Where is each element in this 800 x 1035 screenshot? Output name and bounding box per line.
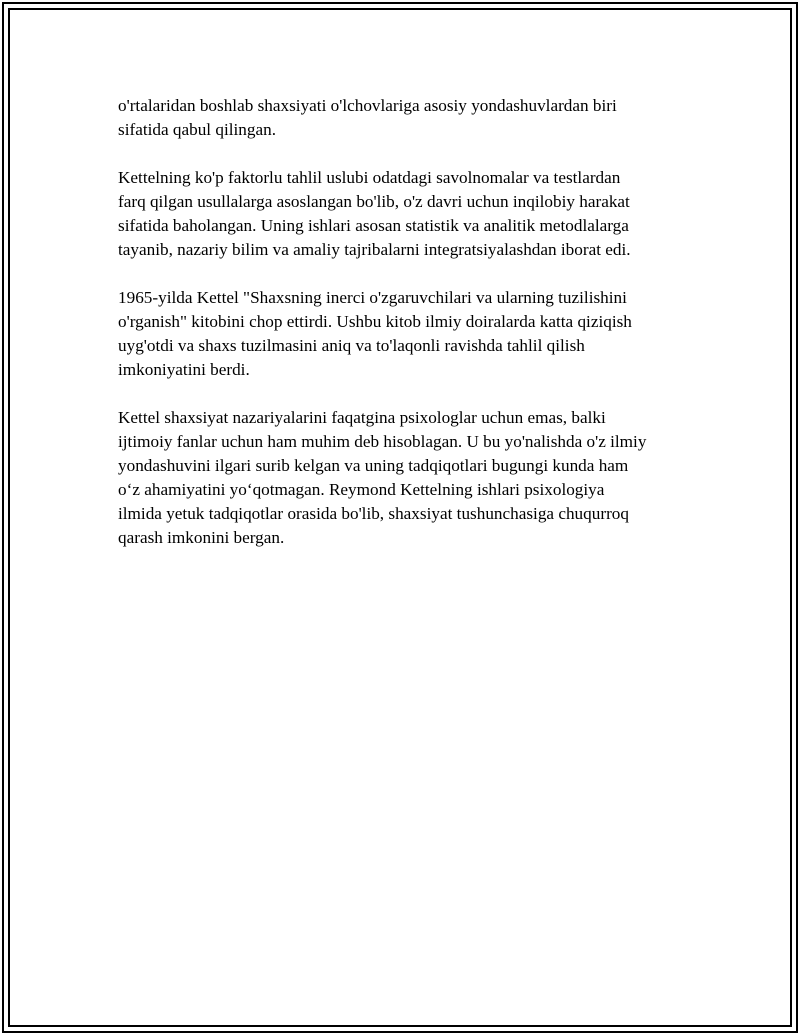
text-line: imkoniyatini berdi. bbox=[118, 360, 250, 379]
paragraph-1 bbox=[118, 94, 688, 142]
text-line: Kettel shaxsiyat nazariyalarini faqatgina psixologlar uchun emas, balki bbox=[118, 408, 606, 427]
text-line: Kettelning ko'p faktorlu tahlil uslubi odatdagi savolnomalar va testlardan bbox=[118, 168, 621, 187]
text-line: sifatida baholangan. Uning ishlari asosan statistik va analitik metodlalarga bbox=[118, 216, 629, 235]
paragraph-2 bbox=[118, 166, 688, 262]
text-line: uyg'otdi va shaxs tuzilmasini aniq va to'laqonli ravishda tahlil qilish bbox=[118, 336, 585, 355]
text-line: yondashuvini ilgari surib kelgan va uning tadqiqotlari bugungi kunda ham bbox=[118, 456, 629, 475]
text-line: sifatida qabul qilingan. bbox=[118, 120, 276, 139]
text-line: tayanib, nazariy bilim va amaliy tajribalarni integratsiyalashdan iborat edi. bbox=[118, 240, 631, 259]
text-line: ilmida yetuk tadqiqotlar orasida bo'lib, shaxsiyat tushunchasiga chuqurroq bbox=[118, 504, 629, 523]
text-line: o'rganish" kitobini chop ettirdi. Ushbu kitob ilmiy doiralarda katta qiziqish bbox=[118, 312, 632, 331]
text-line: 1965-yilda Kettel "Shaxsning inerci o'zgaruvchilari va ularning tuzilishini bbox=[118, 288, 627, 307]
text-line: o‘z ahamiyatini yo‘qotmagan. Reymond Kettelning ishlari psixologiya bbox=[118, 480, 605, 499]
text-line: ijtimoiy fanlar uchun ham muhim deb hisoblagan. U bu yo'nalishda o'z ilmiy bbox=[118, 432, 647, 451]
text-line: farq qilgan usullalarga asoslangan bo'lib, o'z davri uchun inqilobiy harakat bbox=[118, 192, 630, 211]
text-line: o'rtalaridan boshlab shaxsiyati o'lchovlariga asosiy yondashuvlardan biri bbox=[118, 96, 617, 115]
document-body bbox=[118, 94, 688, 574]
text-line: qarash imkonini bergan. bbox=[118, 528, 285, 547]
paragraph-4 bbox=[118, 406, 688, 550]
paragraph-3 bbox=[118, 286, 688, 382]
